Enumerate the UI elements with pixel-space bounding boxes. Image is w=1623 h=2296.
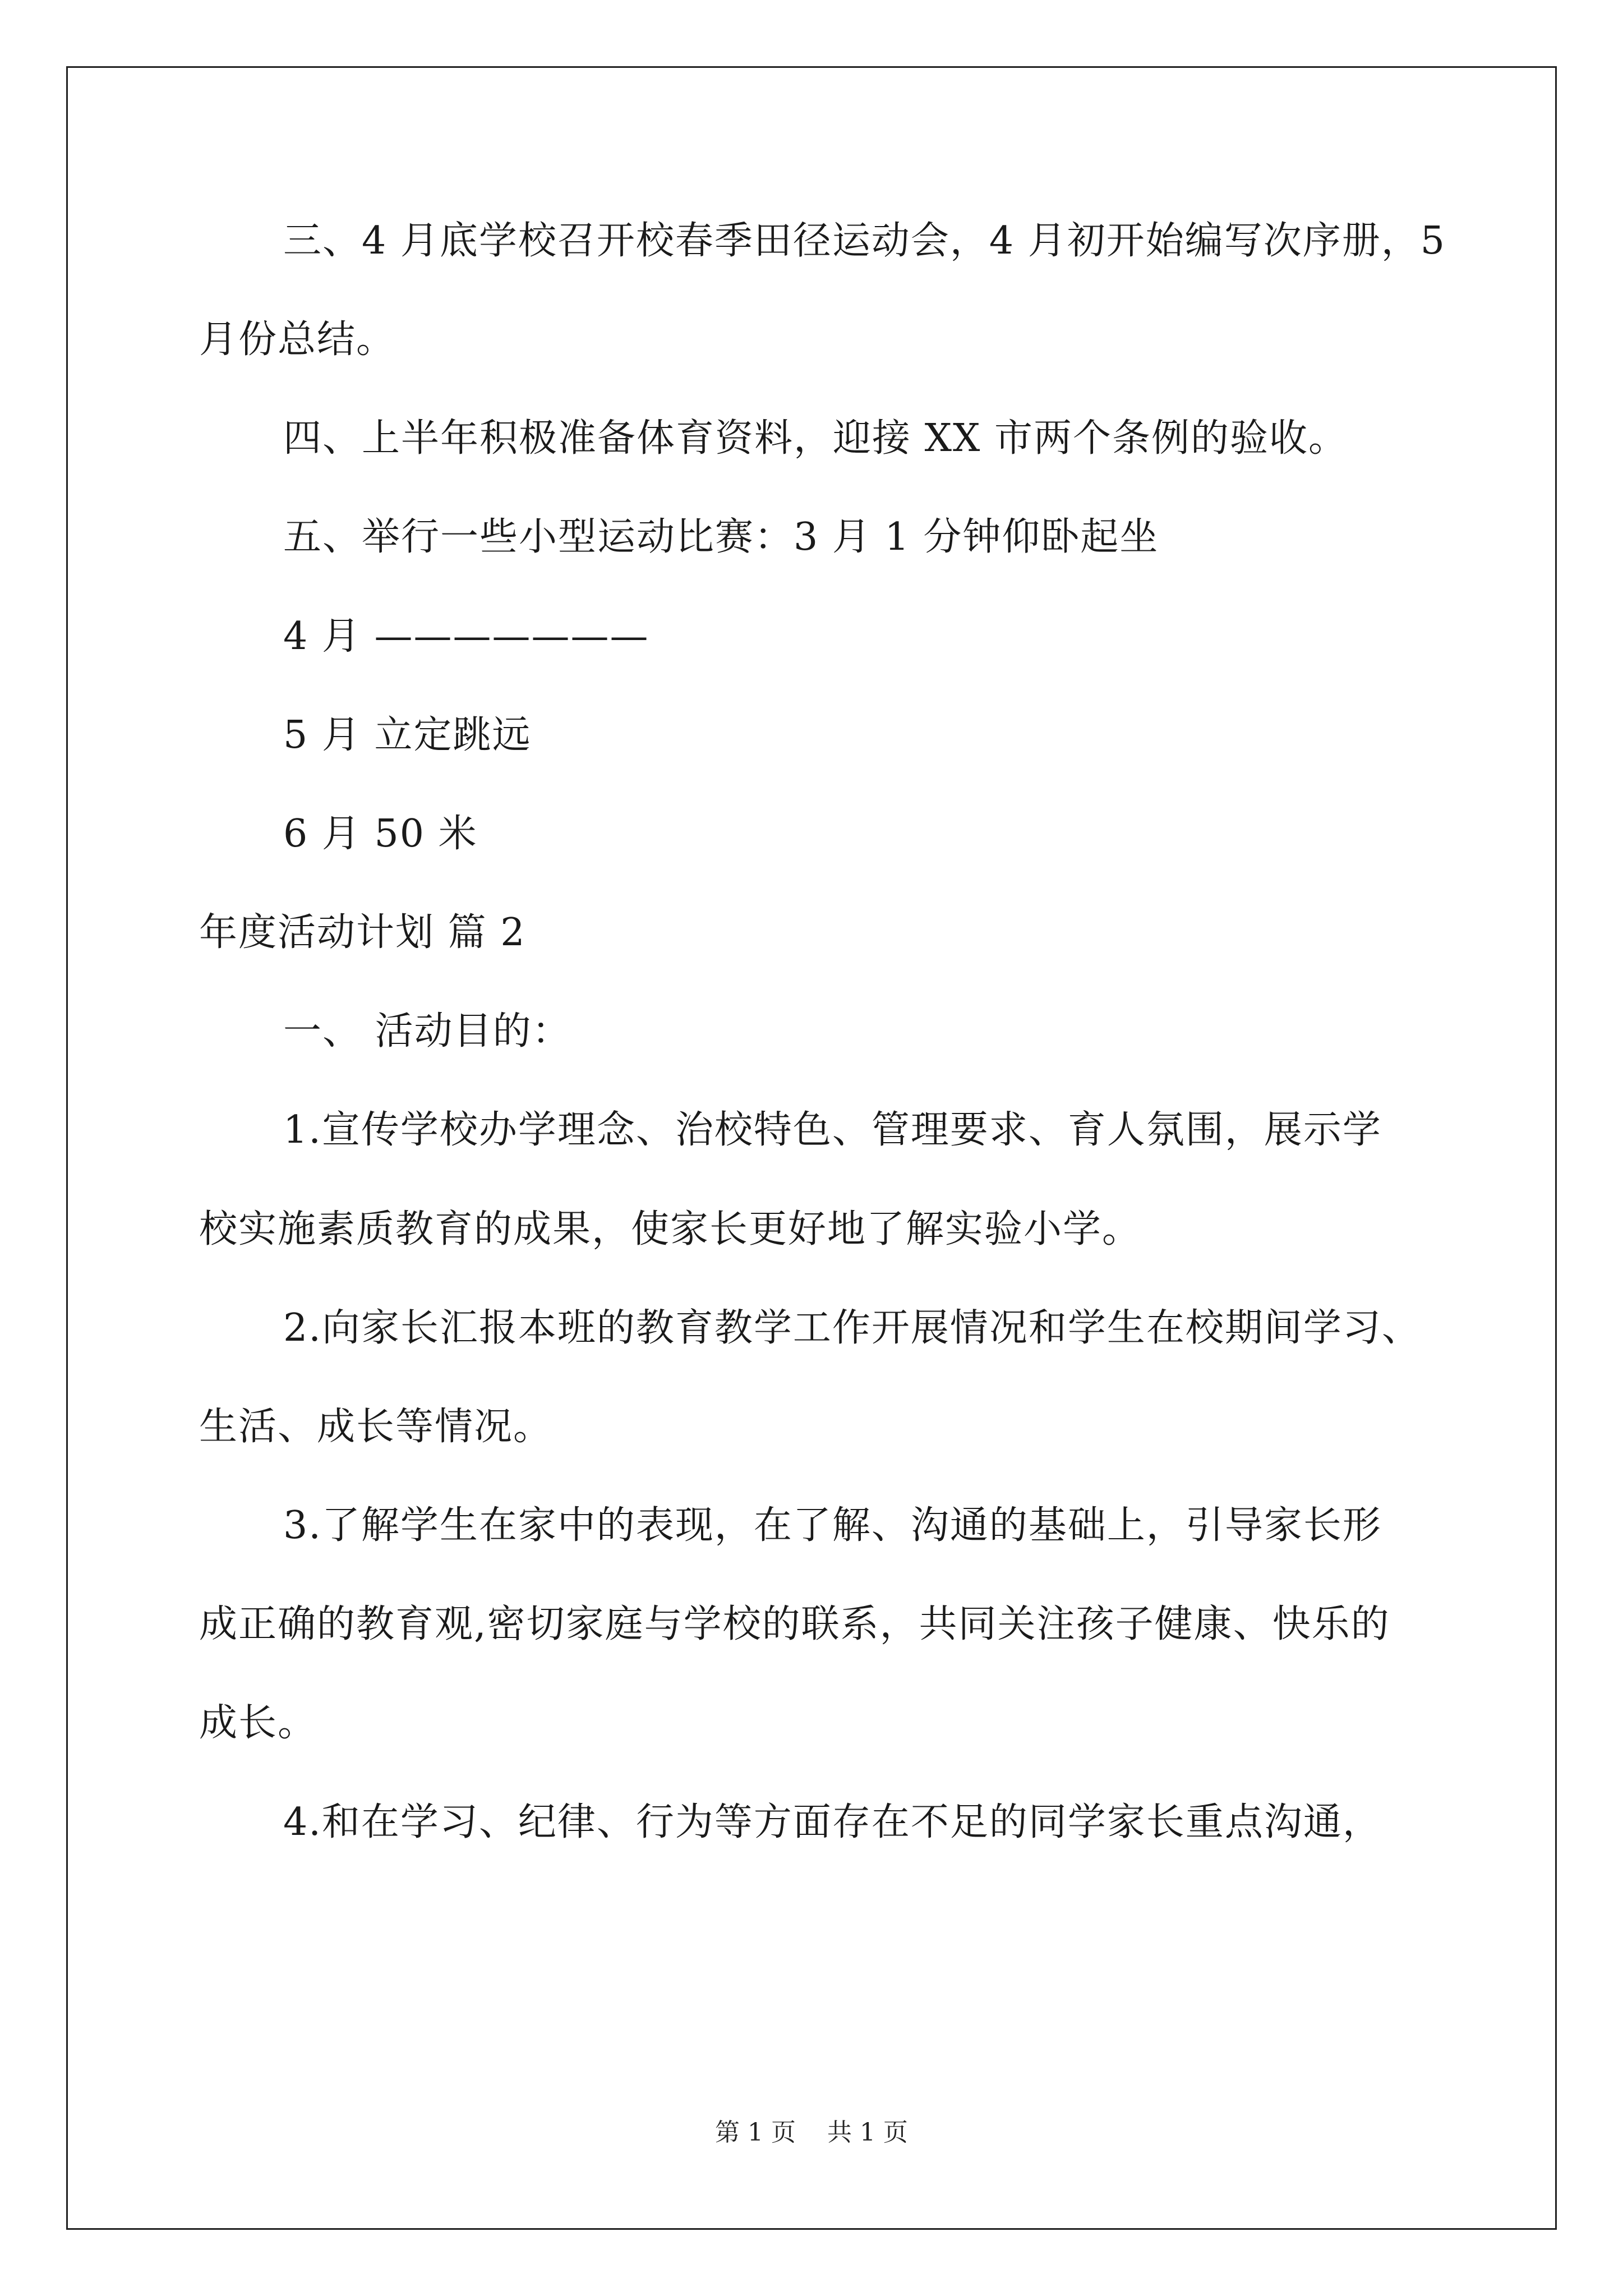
paragraph-line: 五、举行一些小型运动比赛：3 月 1 分钟仰卧起坐 [283,515,1159,559]
paragraph-line: 一、 活动目的： [283,1009,571,1053]
paragraph-line: 成长。 [199,1701,317,1745]
paragraph-line: 6 月 50 米 [283,812,478,856]
paragraph-line: 1.宣传学校办学理念、治校特色、管理要求、育人氛围，展示学 [283,1108,1382,1152]
page-footer: 第 1 页 共 1 页 [715,2118,908,2147]
paragraph-line: 4.和在学习、纪律、行为等方面存在不足的同学家长重点沟通， [283,1800,1382,1844]
paragraph-line: 生活、成长等情况。 [199,1405,553,1449]
paragraph-line: 月份总结。 [199,318,396,362]
paragraph-line: 2.向家长汇报本班的教育教学工作开展情况和学生在校期间学习、 [283,1306,1421,1350]
paragraph-line: 5 月 立定跳远 [283,713,532,757]
paragraph-line: 4 月 ——————— [283,614,649,659]
section-heading: 年度活动计划 篇 2 [199,910,526,955]
paragraph-line: 校实施素质教育的成果，使家长更好地了解实验小学。 [199,1207,1142,1251]
paragraph-line: 3.了解学生在家中的表现，在了解、沟通的基础上，引导家长形 [283,1503,1382,1548]
paragraph-line: 成正确的教育观,密切家庭与学校的联系，共同关注孩子健康、快乐的 [199,1602,1390,1646]
paragraph-line: 四、上半年积极准备体育资料，迎接 XX 市两个条例的验收。 [283,416,1348,461]
paragraph-line: 三、4 月底学校召开校春季田径运动会，4 月初开始编写次序册，5 [283,219,1446,263]
